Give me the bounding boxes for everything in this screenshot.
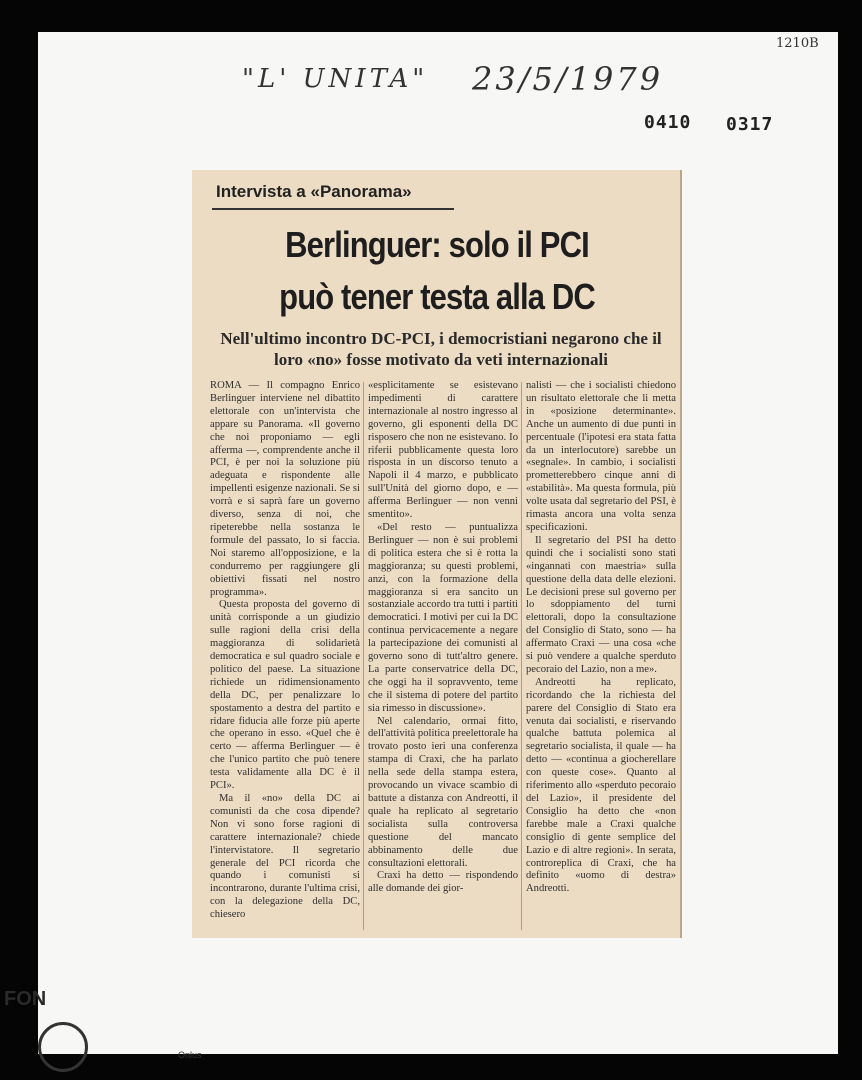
source-annotation: "L' UNITA" xyxy=(242,64,429,94)
newspaper-clipping xyxy=(192,170,682,938)
watermark-logo: FON xyxy=(4,988,47,1010)
kicker: Intervista a «Panorama» xyxy=(216,182,412,201)
paragraph: Nel calendario, ormai fitto, dell'attività politica preelettorale ha trovato posto ieri una conferenza stampa di Craxi, che ha parlato nella sede della stampa estera, provocando un vivace scambio di battute a distanza con Andreotti, il quale ha replicato al segretario socialista sulla controversa questione del mancato abbinamento delle due consultazioni elettorali. xyxy=(368,715,518,869)
paragraph: Craxi ha detto — rispondendo alle domande dei gior- xyxy=(368,870,518,895)
stamp-left: 0410 xyxy=(644,112,692,133)
paragraph: Il segretario del PSI ha detto quindi che i socialisti sono stati «ingannati con maestria» sulla questione della data delle elezioni. Le decisioni prese sul governo per lo sdoppiamento del turni elettorali, dopo la consultazione del Consiglio di Stato, sono — ha affermato Craxi — una cosa «che si può vendere a qualche sperduto pecoraio del Lazio, non a me». xyxy=(526,534,676,675)
column-3 xyxy=(526,380,676,896)
column-2 xyxy=(368,380,518,896)
paragraph: ROMA — Il compagno Enrico Berlinguer interviene nel dibattito elettorale con un'intervista che appare su Panorama. «Il governo che noi proponiamo — egli afferma —, comprendente anche il PCI, è per noi la soluzione più adeguata e rispondente alle impellenti esigenze nazionali. Se si vorrà e si saprà fare un governo diverso, senza di noi, che ripeterebbe nella sostanza le formule del passato, lo si faccia. Noi staremo all'opposizione, e la condurremo per raggiungere gli obiettivi fissati nel nostro programma». xyxy=(210,380,360,598)
paragraph: «esplicitamente se esistevano impedimenti di carattere internazionale al nostro ingresso al governo, gli esponenti della DC risposero che non ne esistevano. Io riferii pubblicamente questa loro risposta in un discorso tenuto a Napoli il 4 marzo, e pubblicato sull'Unità del giorno dopo, e — afferma Berlinguer — non venni smentito». xyxy=(368,380,518,521)
subheadline: Nell'ultimo incontro DC-PCI, i democristiani negarono che il loro «no» fosse motivato da veti internazionali xyxy=(220,329,662,369)
stamp-right: 0317 xyxy=(726,114,774,135)
paragraph: Andreotti ha replicato, ricordando che la richiesta del parere del Consiglio di Stato era venuta dai socialisti, e riservando qualche battuta polemica al segretario socialista, il quale — ha detto — «continua a giocherellare con queste cose». Quanto al riferimento allo «sperduto pecoraio del Lazio», il presidente del Consiglio ha detto che «non farebbe male a Craxi qualche consiglio di gente semplice del Lazio e di altre regioni». In serata, controreplica di Craxi, che ha definito «uomo di destra» Andreotti. xyxy=(526,676,676,895)
column-divider xyxy=(521,382,522,930)
watermark-ring-icon xyxy=(38,1022,88,1072)
paragraph: «Del resto — puntualizza Berlinguer — non è sui problemi di politica estera che si è rotta la maggioranza; su questi problemi, anzi, con la formazione della maggioranza si era sancito un sostanziale accordo tra tutti i partiti democratici. I motivi per cui la DC continua pervicacemente a negare la partecipazione dei comunisti al governo sono di tutt'altro genere. La parte conservatrice della DC, che oggi ha il sopravvento, teme che il sistema di potere del partito sia rimesso in discussione». xyxy=(368,521,518,714)
column-1 xyxy=(210,380,360,922)
kicker-rule xyxy=(212,208,454,210)
watermark-sub: Onlus xyxy=(178,1050,202,1060)
paragraph: Ma il «no» della DC ai comunisti da che cosa dipende? Non vi sono forse ragioni di carattere internazionale? chiede l'intervistatore. Il segretario generale del PCI ricorda che quando i comunisti si incontrarono, durante l'ultima crisi, con la delegazione della DC, chiesero xyxy=(210,793,360,921)
headline-line-2: può tener testa alla DC xyxy=(279,276,595,317)
corner-code: 1210B xyxy=(776,36,819,51)
headline-line-1: Berlinguer: solo il PCI xyxy=(285,224,589,265)
column-divider xyxy=(363,382,364,930)
date-annotation: 23/5/1979 xyxy=(472,60,664,98)
paragraph: Questa proposta del governo di unità corrisponde a un giudizio sulle ragioni della crisi della maggioranza di solidarietà democratica e sul quadro sociale e politico del paese. La situazione richiede un ridimensionamento della DC, per penalizzare lo spostamento a destra del partito e ridare fiducia alle forze più aperte che operano in esso. «Quel che è certo — afferma Berlinguer — è che l'unico partito che può tenere testa validamente alla DC è il PCI». xyxy=(210,599,360,792)
paragraph: nalisti — che i socialisti chiedono un risultato elettorale che li metta in «posizione determinante». Anche un aumento di due punti in percentuale (l'ipotesi era stata fatta da un interlocutore) sarebbe un «segnale». In cambio, i socialisti prometterebbero cinque anni di «stabilità». Ma questa formula, più volte usata dal segretario del PSI, è rimasta ancora una volta senza specificazioni. xyxy=(526,380,676,533)
